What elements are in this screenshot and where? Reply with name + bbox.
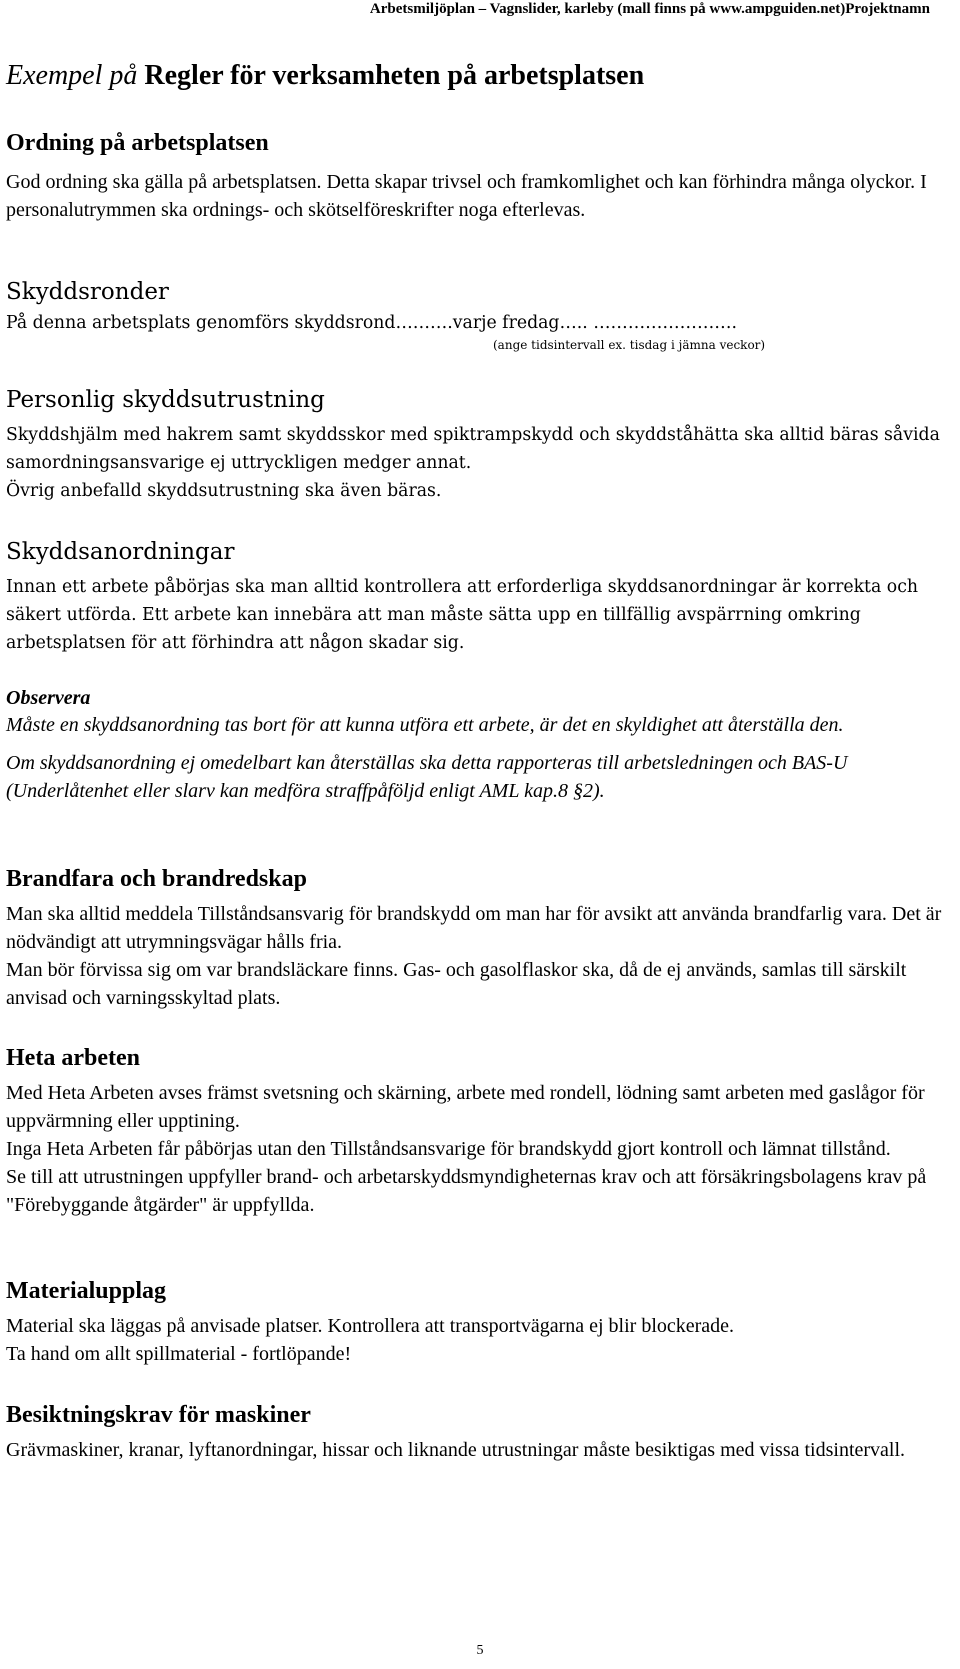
section-ordning (6, 128, 946, 224)
note-skyddsronder: (ange tidsintervall ex. tisdag i jämna veckor) (493, 338, 766, 352)
page-header: Arbetsmiljöplan – Vagnslider, karleby (mall finns på www.ampguiden.net)Projektnamn (369, 1, 930, 17)
heading-material: Materialupplag (6, 1278, 166, 1304)
text-brandfara-2: Man bör förvissa sig om var brandsläckare finns. Gas- och gasolflaskor ska, då de ej används, samlas till särskilt anvisad och varningsskyltad plats. (6, 959, 907, 1009)
page-number: 5 (476, 1643, 484, 1658)
section-observera (6, 685, 946, 805)
text-anordningar: Innan ett arbete påbörjas ska man alltid kontrollera att erforderliga skyddsanordningar är korrekta och säkert utförda. Ett arbete kan innebära att man måste sätta upp en tillfällig avspärrning omkring arbetsplatsen för att förhindra att någon skadar sig. (6, 577, 919, 653)
section-brandfara (6, 864, 946, 1012)
title-main: Regler för verksamheten på arbetsplatsen (137, 60, 645, 91)
heading-heta: Heta arbeten (6, 1045, 140, 1071)
heading-personlig: Personlig skyddsutrustning (6, 387, 325, 413)
heading-observera: Observera (6, 687, 91, 709)
heading-besiktning: Besiktningskrav för maskiner (6, 1402, 311, 1428)
text-ordning: God ordning ska gälla på arbetsplatsen. Detta skapar trivsel och framkomlighet och kan förhindra många olyckor. I personalutrymmen ska ordnings- och skötselföreskrifter noga efterlevas. (6, 171, 927, 221)
section-besiktning (6, 1400, 946, 1464)
text-brandfara-1: Man ska alltid meddela Tillståndsansvarig för brandskydd om man har för avsikt att använda brandfarlig vara. Det är nödvändigt att utrymningsvägar hålls fria. (6, 903, 942, 953)
text-heta-2: Inga Heta Arbeten får påbörjas utan den Tillståndsansvarige för brandskydd gjort kontroll och lämnat tillstånd. (6, 1138, 891, 1160)
section-heta (6, 1043, 946, 1219)
text-heta-3: Se till att utrustningen uppfyller brand- och arbetarskyddsmyndigheternas krav och att försäkringsbolagens krav på "Förebyggande åtgärder" är uppfyllda. (6, 1166, 927, 1216)
text-personlig-1: Skyddshjälm med hakrem samt skyddsskor med spiktrampskydd och skyddståhätta ska alltid bäras såvida samordningsansvarige ej uttryckligen medger annat. (6, 425, 940, 473)
text-skyddsronder: På denna arbetsplats genomförs skyddsrond……….varje fredag….. ……………………. (6, 313, 738, 333)
text-material-2: Ta hand om allt spillmaterial - fortlöpande! (6, 1343, 352, 1365)
text-observera-1: Måste en skyddsanordning tas bort för att kunna utföra ett arbete, är det en skyldighet att återställa den. (6, 714, 844, 736)
heading-anordningar: Skyddsanordningar (6, 539, 235, 565)
section-anordningar (6, 537, 946, 657)
text-material-1: Material ska läggas på anvisade platser. Kontrollera att transportvägarna ej blir blockerade. (6, 1315, 735, 1337)
page-title (6, 58, 644, 94)
heading-skyddsronder: Skyddsronder (6, 279, 169, 305)
heading-brandfara: Brandfara och brandredskap (6, 866, 307, 892)
text-heta-1: Med Heta Arbeten avses främst svetsning och skärning, arbete med rondell, lödning samt arbeten med gaslågor för uppvärmning eller upptining. (6, 1082, 925, 1132)
section-material (6, 1276, 946, 1368)
text-besiktning: Grävmaskiner, kranar, lyftanordningar, hissar och liknande utrustningar måste besiktigas med vissa tidsintervall. (6, 1439, 906, 1461)
section-personlig (6, 385, 946, 505)
section-skyddsronder (6, 277, 946, 353)
title-prefix: Exempel på (6, 60, 138, 91)
text-observera-2: Om skyddsanordning ej omedelbart kan återställas ska detta rapporteras till arbetsledningen och BAS-U (Underlåtenhet eller slarv kan medföra straffpåföljd enligt AML kap.8 §2). (6, 752, 848, 802)
text-personlig-2: Övrig anbefalld skyddsutrustning ska även bäras. (6, 481, 442, 501)
heading-ordning: Ordning på arbetsplatsen (6, 130, 269, 156)
